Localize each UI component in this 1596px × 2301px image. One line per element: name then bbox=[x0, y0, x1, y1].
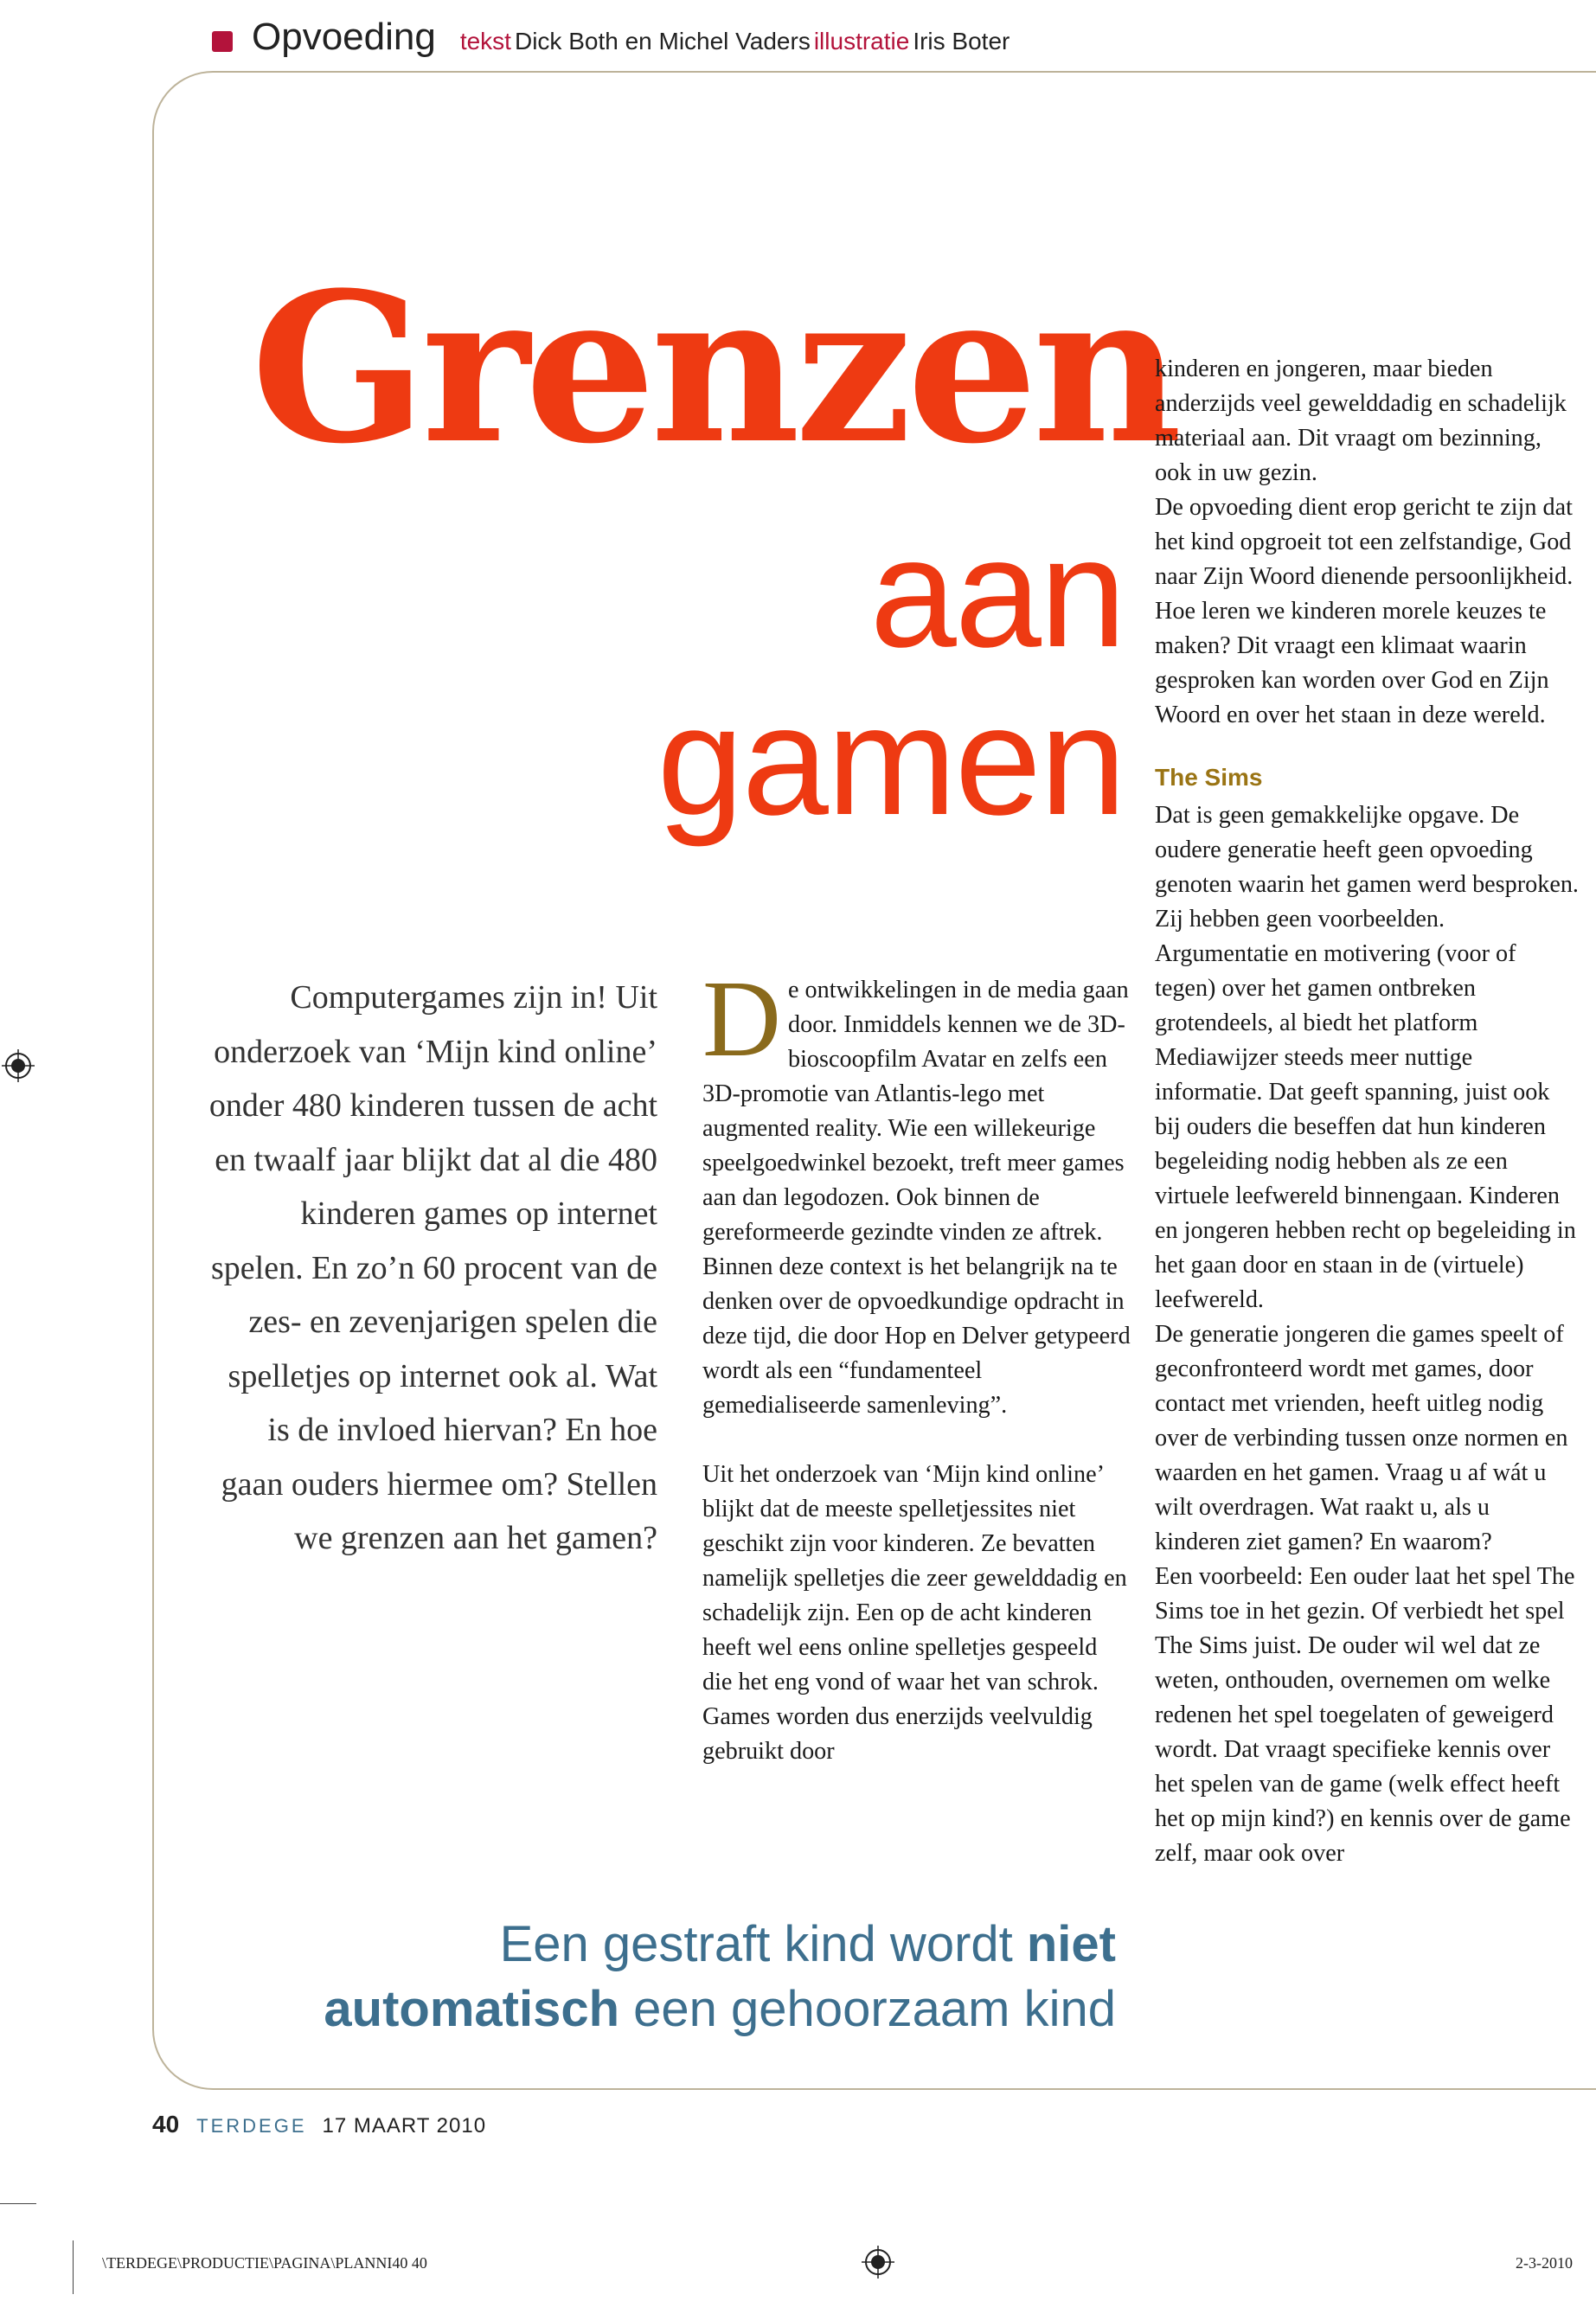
text-role-label: tekst bbox=[459, 28, 511, 54]
paragraph: De opvoeding dient erop gericht te zijn dat het kind opgroeit tot een zelfstandige, God naar Zijn Woord dienende persoonlijkheid. Hoe leren we kinderen morele keuzes te maken? Dit vraagt een klimaat waarin gesproken kan worden over God en Zijn Woord en over het staan in deze wereld. bbox=[1155, 494, 1574, 728]
trim-mark bbox=[0, 2203, 36, 2204]
paragraph: De generatie jongeren die games speelt of geconfronteerd wordt met games, door contact met vrienden, heeft uitleg nodig over de verbinding tussen onze normen en waarden en het gamen. Vraag u af wát u wilt overdragen. Wat raakt u, als u kinderen ziet gamen? En waarom? bbox=[1155, 1321, 1568, 1555]
registration-mark-icon bbox=[862, 2246, 894, 2279]
column-right bbox=[1155, 352, 1579, 1871]
pull-quote-part-2: een gehoorzaam kind bbox=[619, 1981, 1116, 2037]
section-name: Opvoeding bbox=[252, 16, 436, 58]
paragraph: kinderen en jongeren, maar bieden anderzijds veel gewelddadig en schadelijk materiaal aan. Dit vraagt om bezinning, ook in uw gezin. bbox=[1155, 356, 1567, 486]
pull-quote bbox=[208, 1912, 1116, 2041]
section-square-icon bbox=[212, 31, 233, 52]
print-slug-date: 2-3-2010 bbox=[1516, 2254, 1573, 2272]
issue-date: 17 MAART 2010 bbox=[322, 2114, 487, 2138]
title-line-3: gamen bbox=[657, 674, 1125, 848]
registration-mark-icon bbox=[2, 1049, 35, 1082]
intro-text: Computergames zijn in! Uit onderzoek van ‘Mijn kind online’ onder 480 kinderen tussen de acht en twaalf jaar blijkt dat al die 480 kinderen games op internet spelen. En zo’n 60 procent van de zes- en zevenjarigen spelen die spelletjes op internet ook al. Wat is de invloed hiervan? En hoe gaan ouders hiermee om? Stellen we grenzen aan het gamen? bbox=[208, 979, 657, 1556]
page-footer bbox=[152, 2111, 486, 2138]
dropcap: D bbox=[702, 959, 781, 1080]
pull-quote-bold-2: automatisch bbox=[324, 1981, 620, 2037]
illustration-role-label: illustratie bbox=[813, 28, 910, 54]
title-line-1: Grenzen bbox=[251, 248, 1177, 490]
article-header bbox=[212, 16, 1010, 67]
trim-mark bbox=[73, 2240, 74, 2294]
column-middle bbox=[702, 959, 1131, 1769]
paragraph: Uit het onderzoek van ‘Mijn kind online’ blijkt dat de meeste spelletjessites niet geschikt zijn voor kinderen. Ze bevatten namelijk spelletjes die zeer gewelddadig en schadelijk zijn. Een op de acht kinderen heeft wel eens online spelletjes gespeeld die het eng vond of waar het van schrok. Games worden dus enerzijds veelvuldig gebruikt door bbox=[702, 1461, 1127, 1765]
paragraph: Een voorbeeld: Een ouder laat het spel The Sims toe in het gezin. Of verbiedt het spel The Sims juist. De ouder wil wel dat ze weten, onthouden, overnemen om welke redenen het spel toegelaten of geweigerd wordt. Dat vraagt specifieke kennis over het spelen van de game (welk effect heeft het op mijn kind?) en kennis over de game zelf, maar ook over bbox=[1155, 1563, 1575, 1867]
page-number: 40 bbox=[152, 2111, 180, 2138]
paragraph: Dat is geen gemakkelijke opgave. De oudere generatie heeft geen opvoeding genoten waarin het gamen werd besproken. Zij hebben geen voorbeelden. Argumentatie en motivering (voor of tegen) over het gamen ontbreken grotendeels, al biedt het platform Mediawijzer steeds meer nuttige informatie. Dat geeft spanning, juist ook bij ouders die beseffen dat hun kinderen begeleiding nodig hebben als ze een virtuele leefwereld binnengaan. Kinderen en jongeren hebben recht op begeleiding in het gaan door en staan in de (virtuele) leefwereld. bbox=[1155, 802, 1579, 1313]
subheading: The Sims bbox=[1155, 764, 1263, 791]
title-line-2: aan bbox=[869, 506, 1125, 680]
pull-quote-part-1: Een gestraft kind wordt bbox=[499, 1916, 1027, 1972]
paragraph-text: e ontwikkelingen in de media gaan door. Inmiddels kennen we de 3D-bioscoopfilm Avatar en zelfs een 3D-promotie van Atlantis-lego met augmented reality. Wie een willekeurige speelgoedwinkel bezoekt, treft meer games aan dan legodozen. Ook binnen de gereformeerde gezindte vinden ze aftrek. Binnen deze context is het belangrijk na te denken over de opvoedkundige opdracht in deze tijd, die door Hop en Delver getypeerd wordt als een “fundamenteel gemedialiseerde samenleving”. bbox=[702, 977, 1131, 1419]
print-slug-path: \TERDEGE\PRODUCTIE\PAGINA\PLANNI40 40 bbox=[102, 2254, 427, 2272]
magazine-name: TERDEGE bbox=[196, 2115, 307, 2137]
authors: Dick Both en Michel Vaders bbox=[514, 28, 811, 54]
paragraph bbox=[702, 959, 1131, 1423]
pull-quote-bold-1: niet bbox=[1026, 1916, 1116, 1972]
illustrator: Iris Boter bbox=[913, 28, 1010, 54]
